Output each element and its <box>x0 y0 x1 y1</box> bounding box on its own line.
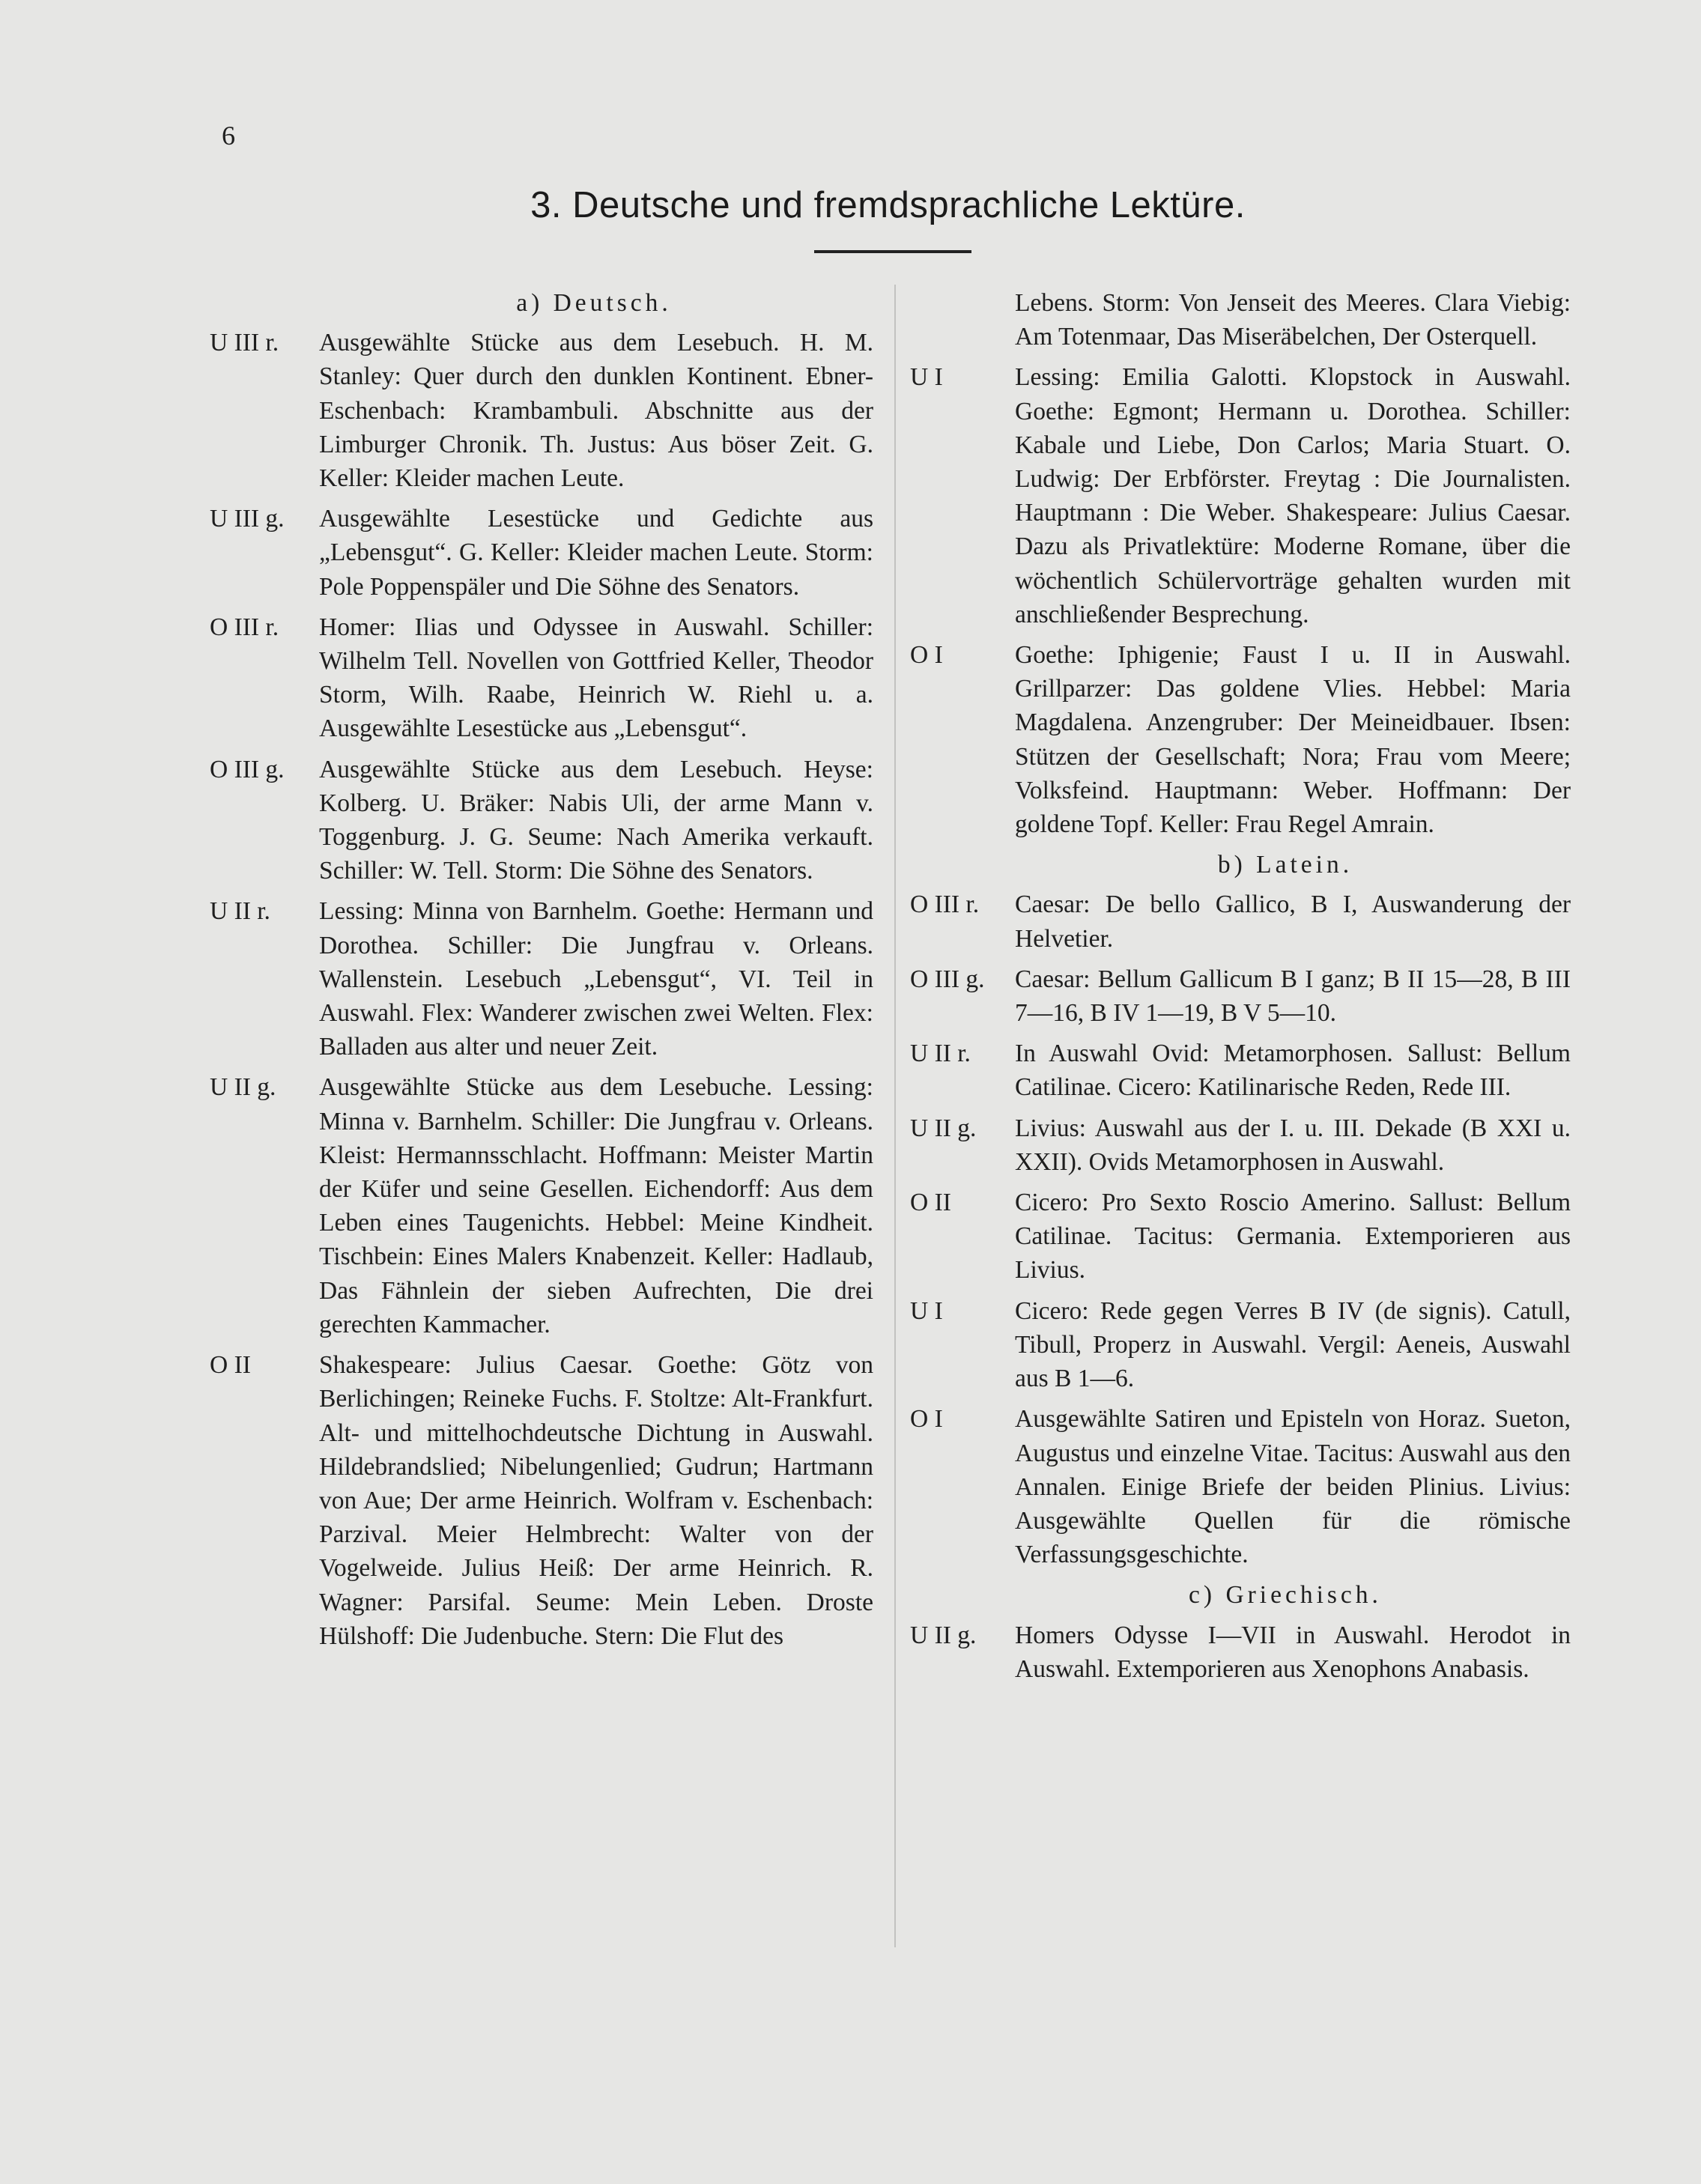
entry-text: Cicero: Pro Sexto Roscio Amerino. Sallust: Bellum Catilinae. Tacitus: Germania. Extemporieren aus Livius. <box>1015 1189 1571 1284</box>
class-label: U II g. <box>910 1621 977 1649</box>
section-heading-deutsch: a) Deutsch. <box>516 289 672 317</box>
entry-text: Ausgewählte Lesestücke und Gedichte aus „Lebensgut“. G. Keller: Kleider machen Leute. Storm: Pole Poppenspäler und Die Söhne des Senators. <box>319 505 873 601</box>
class-label: U II r. <box>210 897 270 926</box>
class-label: U II g. <box>910 1114 977 1142</box>
entry-text: Livius: Auswahl aus der I. u. III. Dekade (B XXI u. XXII). Ovids Metamorphosen in Auswahl. <box>1015 1114 1571 1176</box>
entry-text: Caesar: De bello Gallico, B I, Auswanderung der Helvetier. <box>1015 891 1571 953</box>
class-label: O III g. <box>910 965 985 993</box>
entry-text: Shakespeare: Julius Caesar. Goethe: Götz von Berlichingen; Reineke Fuchs. F. Stoltze: Alt-Frankfurt. Alt- und mittelhochdeutsche Dichtung in Auswahl. Hildebrandslied; Nibelungenlied; Gudrun; Hartmann von Aue; Der arme Heinrich. Wolfram v. Eschenbach: Parzival. Meier Helmbrecht: Walter von der Vogelweide. Julius Heiß: Der arme Heinrich. R. Wagner: Parsifal. Seume: Mein Leben. Droste Hülshoff: Die Judenbuche. Stern: Die Flut des <box>319 1351 873 1650</box>
entry-text: Lessing: Emilia Galotti. Klopstock in Auswahl. Goethe: Egmont; Hermann u. Dorothea. Schiller: Kabale und Liebe, Don Carlos; Maria Stuart. O. Ludwig: Der Erbförster. Freytag : Die Journalisten. Hauptmann : Die Weber. Shakespeare: Julius Caesar. Dazu als Privatlektüre: Moderne Romane, über die wöchentlich Schülervorträge gehalten wurden mit anschließender Besprechung. <box>1015 363 1571 628</box>
entry-text: In Auswahl Ovid: Metamorphosen. Sallust: Bellum Catilinae. Cicero: Katilinarische Reden, Rede III. <box>1015 1040 1571 1102</box>
entry-item <box>210 1348 873 1653</box>
entry-item <box>910 1037 1571 1104</box>
class-label: O II <box>210 1351 251 1380</box>
entry-text: Caesar: Bellum Gallicum B I ganz; B II 15—28, B III 7—16, B IV 1—19, B V 5—10. <box>1015 965 1571 1028</box>
class-label: U I <box>910 363 943 392</box>
entry-text: Homers Odysse I—VII in Auswahl. Herodot in Auswahl. Extemporieren aus Xenophons Anabasis. <box>1015 1621 1571 1683</box>
page-title: 3. Deutsche und fremdsprachliche Lektüre. <box>530 185 1246 225</box>
entry-item <box>210 326 873 495</box>
entry-item <box>210 1070 873 1341</box>
class-label: O III g. <box>210 755 285 783</box>
entry-text: Goethe: Iphigenie; Faust I u. II in Auswahl. Grillparzer: Das goldene Vlies. Hebbel: Maria Magdalena. Anzengruber: Der Meineidbauer. Ibsen: Stützen der Gesellschaft; Nora; Frau vom Meere; Volksfeind. Hauptmann: Weber. Hoffmann: Der goldene Topf. Keller: Frau Regel Amrain. <box>1015 641 1571 839</box>
entry-text: Ausgewählte Satiren und Episteln von Horaz. Sueton, Augustus und einzelne Vitae. Tacitus: Auswahl aus den Annalen. Einige Briefe der beiden Plinius. Livius: Ausgewählte Quellen für die römische Verfassungsgeschichte. <box>1015 1405 1571 1569</box>
entry-continuation <box>910 286 1571 354</box>
entry-text: Lebens. Storm: Von Jenseit des Meeres. Clara Viebig: Am Totenmaar, Das Miseräbelchen, Der Osterquell. <box>1015 289 1571 351</box>
entry-text: Lessing: Minna von Barnhelm. Goethe: Hermann und Dorothea. Schiller: Die Jungfrau v. Orleans. Wallenstein. Lesebuch „Lebensgut“, VI. Teil in Auswahl. Flex: Wanderer zwischen zwei Welten. Flex: Balladen aus alter und neuer Zeit. <box>319 897 873 1061</box>
class-label: O I <box>910 641 943 670</box>
entry-item <box>210 894 873 1064</box>
class-label: U III r. <box>210 329 279 357</box>
entry-item <box>910 1294 1571 1396</box>
entry-item <box>910 1111 1571 1179</box>
entry-item <box>210 502 873 604</box>
class-label: O II <box>910 1189 951 1217</box>
class-label: U III g. <box>210 505 285 533</box>
class-label: O III r. <box>910 891 980 919</box>
entry-item <box>910 1619 1571 1686</box>
class-label: U II r. <box>910 1040 971 1068</box>
entry-text: Cicero: Rede gegen Verres B IV (de signis). Catull, Tibull, Properz in Auswahl. Vergil: Aeneis, Auswahl aus B 1—6. <box>1015 1296 1571 1393</box>
entry-text: Ausgewählte Stücke aus dem Lesebuche. Lessing: Minna v. Barnhelm. Schiller: Die Jungfrau v. Orleans. Kleist: Hermannsschlacht. Hoffmann: Meister Martin der Küfer und seine Gesellen. Eichendorff: Aus dem Leben eines Taugenichts. Hebbel: Meine Kindheit. Tischbein: Eines Malers Knabenzeit. Keller: Hadlaub, Das Fähnlein der sieben Aufrechten, Die drei gerechten Kammacher. <box>319 1073 873 1338</box>
class-label: O III r. <box>210 613 279 641</box>
left-column <box>210 286 873 1660</box>
class-label-empty <box>910 286 1015 354</box>
entry-item <box>910 1402 1571 1571</box>
entry-item <box>910 638 1571 841</box>
entry-item <box>910 962 1571 1030</box>
title-underline <box>814 250 971 253</box>
section-heading-latein: b) Latein. <box>1217 851 1353 879</box>
section-heading-griechisch: c) Griechisch. <box>1189 1581 1382 1610</box>
column-divider <box>894 285 896 1947</box>
entry-text: Ausgewählte Stücke aus dem Lesebuch. Heyse: Kolberg. U. Bräker: Nabis Uli, der arme Mann v. Toggenburg. J. G. Seume: Nach Amerika verkauft. Schiller: W. Tell. Storm: Die Söhne des Senators. <box>319 755 873 885</box>
class-label: U I <box>910 1296 943 1325</box>
page-number: 6 <box>222 121 235 151</box>
entry-item <box>210 610 873 746</box>
class-label: U II g. <box>210 1073 276 1102</box>
entry-text: Homer: Ilias und Odyssee in Auswahl. Schiller: Wilhelm Tell. Novellen von Gottfried Keller, Theodor Storm, Wilh. Raabe, Heinrich W. Riehl u. a. Ausgewählte Lesestücke aus „Lebensgut“. <box>319 613 873 743</box>
entry-item <box>210 753 873 888</box>
class-label: O I <box>910 1405 943 1434</box>
entry-text: Ausgewählte Stücke aus dem Lesebuch. H. M. Stanley: Quer durch den dunklen Kontinent. Ebner-Eschenbach: Krambambuli. Abschnitte aus der Limburger Chronik. Th. Justus: Aus böser Zeit. G. Keller: Kleider machen Leute. <box>319 329 873 493</box>
entry-item <box>910 888 1571 955</box>
right-column <box>910 286 1571 1693</box>
entry-item <box>910 360 1571 631</box>
entry-item <box>910 1186 1571 1287</box>
